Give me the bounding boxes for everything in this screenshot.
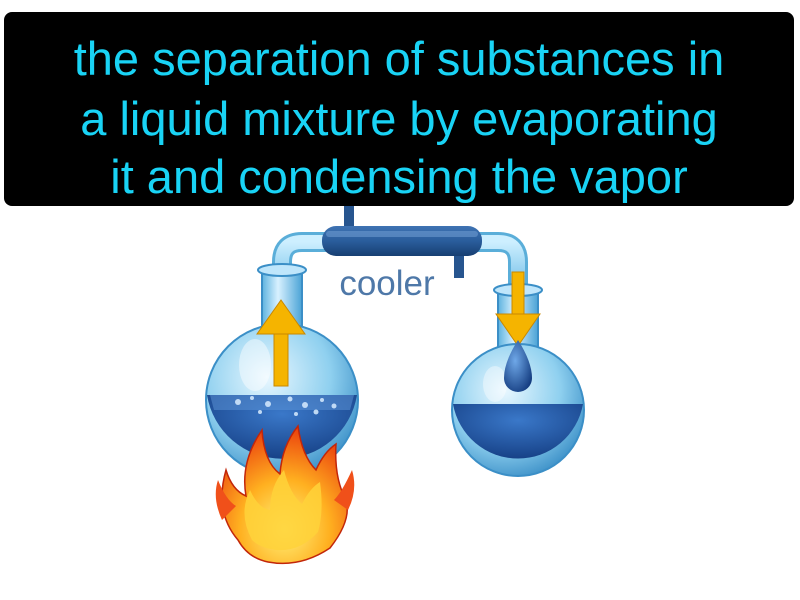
caption-line-3: it and condensing the vapor [110,150,688,203]
caption-line-2: a liquid mixture by evaporating [80,92,718,145]
cooler-label: cooler [339,264,435,303]
caption-line-1: the separation of substances in [73,32,725,85]
